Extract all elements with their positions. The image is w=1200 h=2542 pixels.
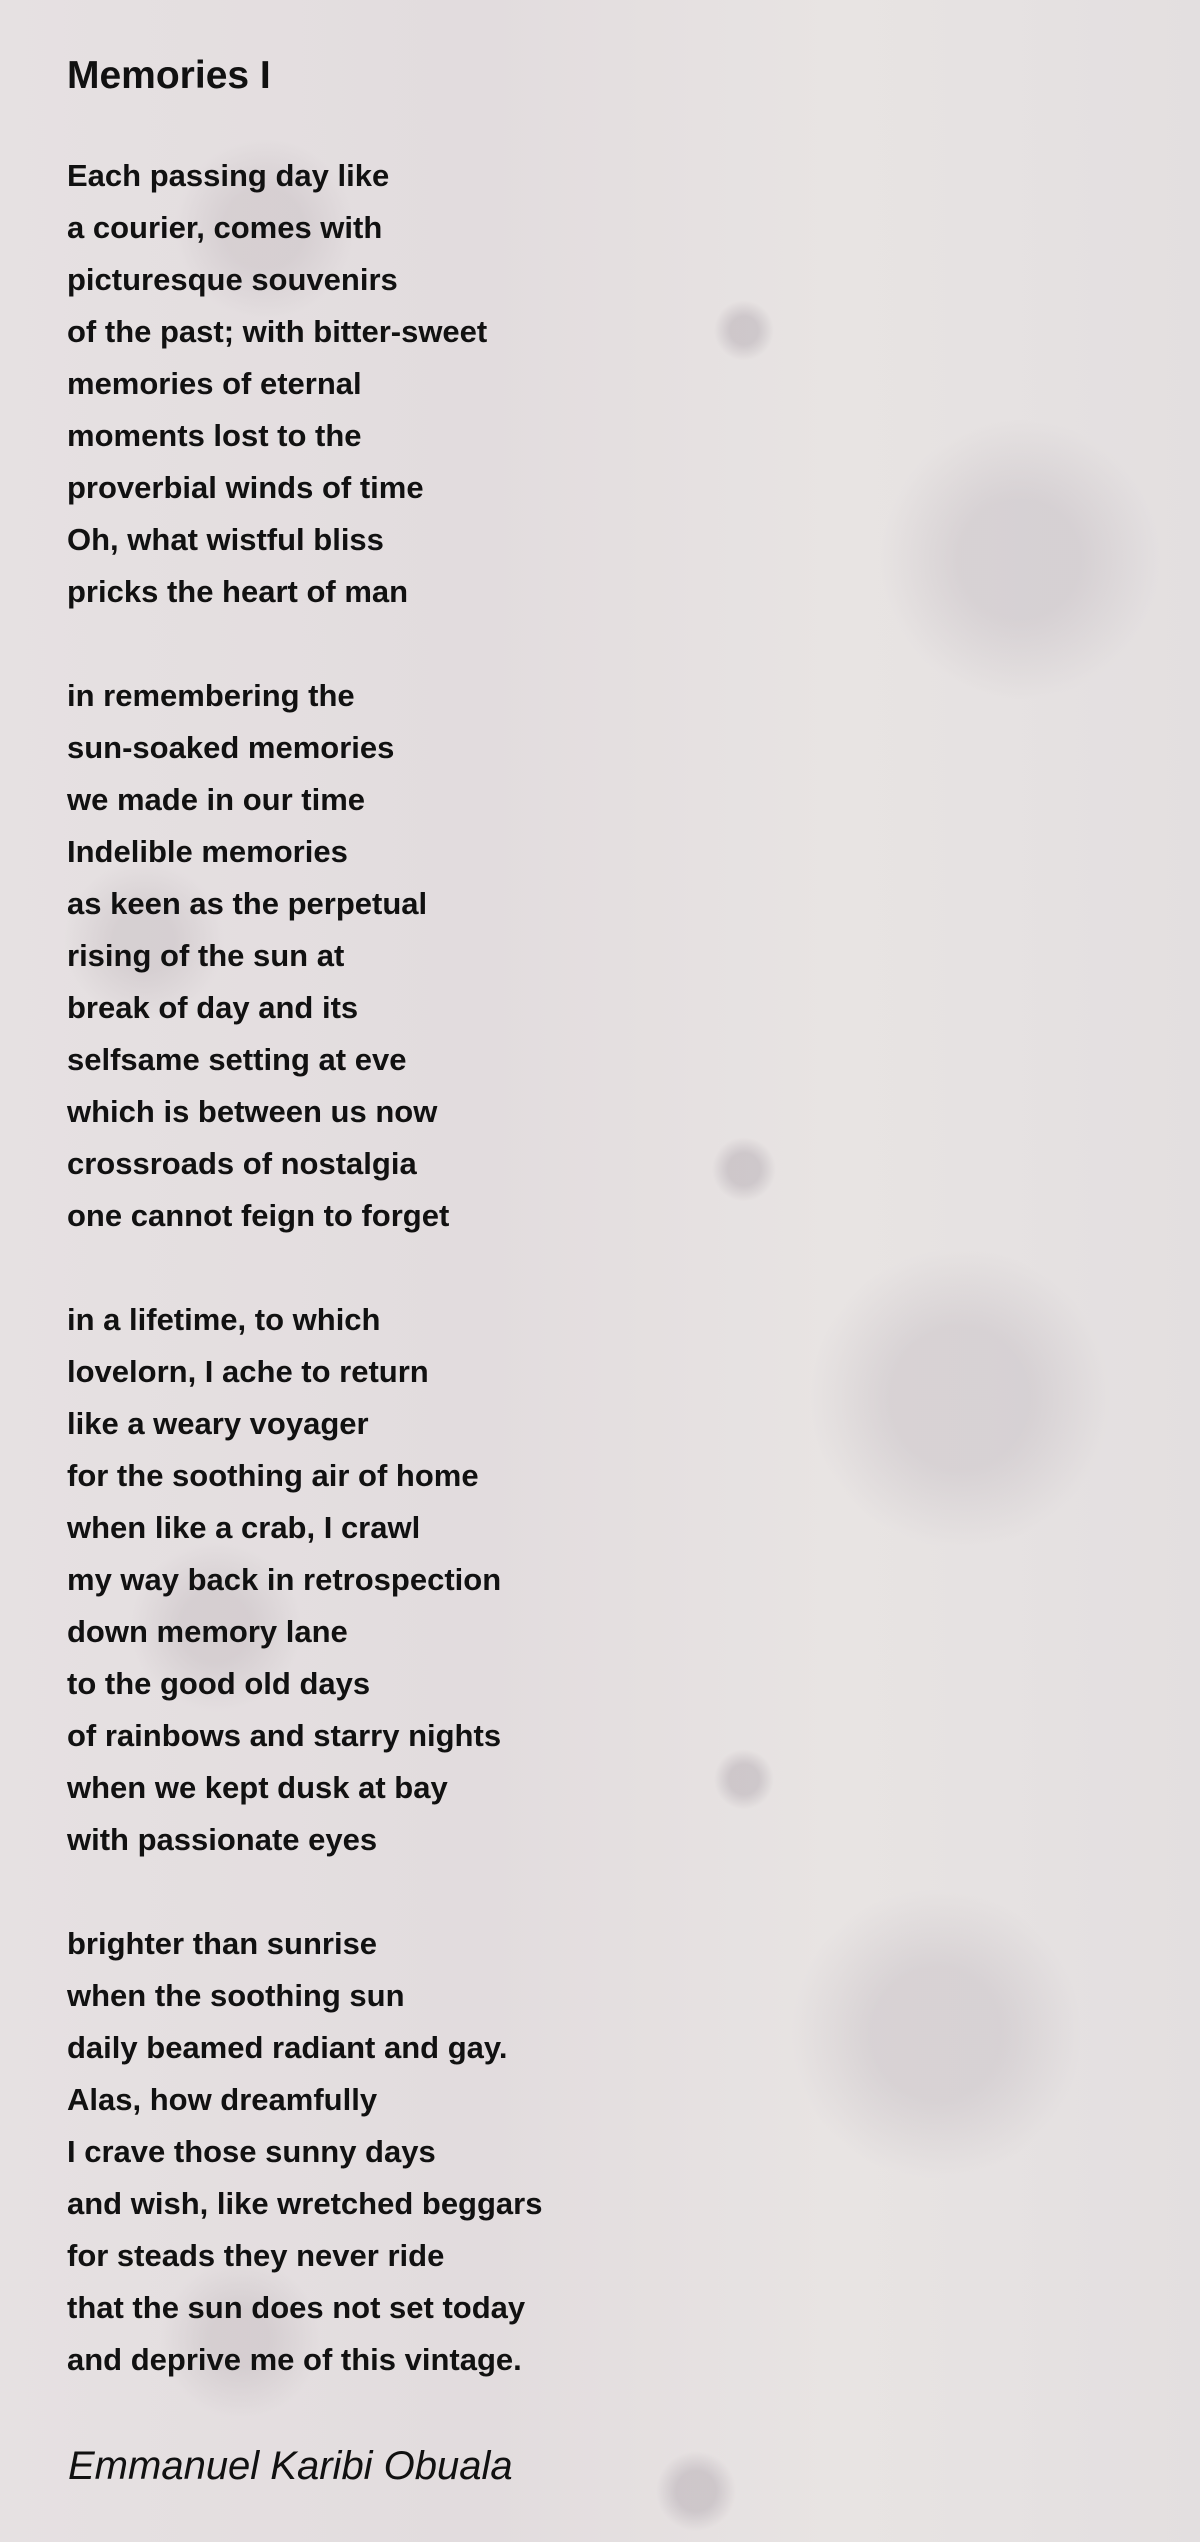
- stanza-3: [67, 1294, 967, 1866]
- poem-line: with passionate eyes: [67, 1822, 378, 1857]
- poem-line: rising of the sun at: [67, 938, 345, 973]
- poem-line: of the past; with bitter-sweet: [67, 314, 488, 349]
- poem-line: in a lifetime, to which: [67, 1302, 381, 1337]
- poem-line: for steads they never ride: [67, 2238, 445, 2273]
- poem-line: daily beamed radiant and gay.: [67, 2030, 508, 2065]
- poem-line: when like a crab, I crawl: [67, 1510, 421, 1545]
- poem-author: Emmanuel Karibi Obuala: [68, 2444, 513, 2488]
- poem-line: Oh, what wistful bliss: [67, 522, 384, 557]
- poem-line: I crave those sunny days: [67, 2134, 436, 2169]
- stanza-4: [67, 1918, 967, 2386]
- poem-line: of rainbows and starry nights: [67, 1718, 502, 1753]
- stanza-2: [67, 670, 967, 1242]
- poem-title: Memories I: [67, 54, 271, 97]
- poem-line: brighter than sunrise: [67, 1926, 378, 1961]
- poem-body: [67, 150, 967, 2438]
- poem-line: in remembering the: [67, 678, 355, 713]
- poem-line: that the sun does not set today: [67, 2290, 526, 2325]
- poem-line: as keen as the perpetual: [67, 886, 428, 921]
- poem-line: and deprive me of this vintage.: [67, 2342, 522, 2377]
- poem-line: my way back in retrospection: [67, 1562, 502, 1597]
- stanza-1: [67, 150, 967, 618]
- poem-line: when we kept dusk at bay: [67, 1770, 448, 1805]
- poem-line: sun-soaked memories: [67, 730, 395, 765]
- poem-line: we made in our time: [67, 782, 366, 817]
- poem-line: Each passing day like: [67, 158, 390, 193]
- poem-line: to the good old days: [67, 1666, 371, 1701]
- poem-line: one cannot feign to forget: [67, 1198, 450, 1233]
- poem-line: when the soothing sun: [67, 1978, 405, 2013]
- poem-line: which is between us now: [67, 1094, 438, 1129]
- poem-line: break of day and its: [67, 990, 359, 1025]
- poem-line: down memory lane: [67, 1614, 348, 1649]
- poem-line: picturesque souvenirs: [67, 262, 398, 297]
- poem-line: like a weary voyager: [67, 1406, 369, 1441]
- poem-line: crossroads of nostalgia: [67, 1146, 417, 1181]
- poem-line: lovelorn, I ache to return: [67, 1354, 429, 1389]
- poem-line: and wish, like wretched beggars: [67, 2186, 543, 2221]
- poem-line: for the soothing air of home: [67, 1458, 479, 1493]
- poem-line: pricks the heart of man: [67, 574, 409, 609]
- poem-line: Alas, how dreamfully: [67, 2082, 378, 2117]
- poem-line: selfsame setting at eve: [67, 1042, 407, 1077]
- poem-line: proverbial winds of time: [67, 470, 424, 505]
- poem-line: Indelible memories: [67, 834, 348, 869]
- poem-line: a courier, comes with: [67, 210, 383, 245]
- poem-line: moments lost to the: [67, 418, 362, 453]
- poem-line: memories of eternal: [67, 366, 362, 401]
